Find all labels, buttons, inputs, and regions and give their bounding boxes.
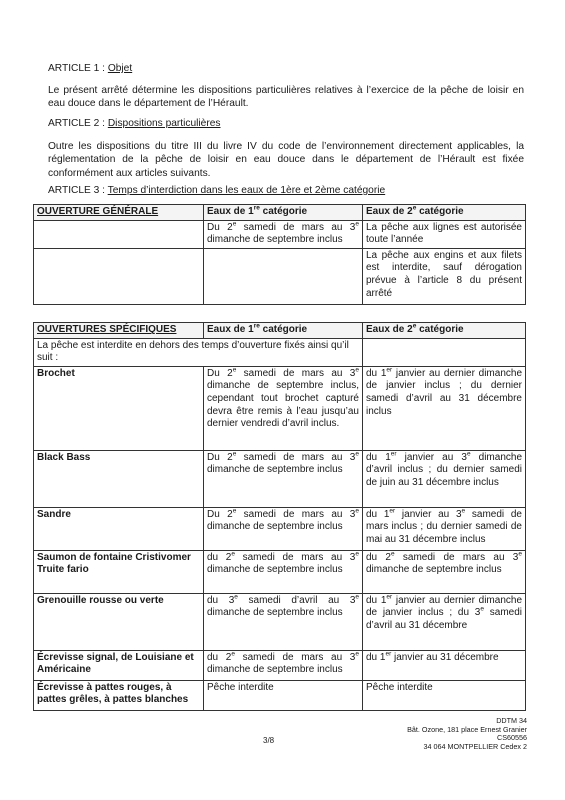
footer-address-line: DDTM 34 (496, 716, 527, 725)
category-2-cell: du 2e samedi de mars au 3e dimanche de septembre inclus (363, 550, 526, 593)
table-cell: La pêche aux lignes est autorisée toute l’année (363, 220, 526, 248)
header-category-2: Eaux de 2e catégorie (363, 323, 526, 339)
table-row (34, 450, 526, 507)
category-2-cell: du 1er janvier au dernier dimanche de janvier inclus ; du 3e samedi d’avril au 31 décembre (363, 593, 526, 650)
table-row (34, 248, 526, 304)
table-intro: La pêche est interdite en dehors des temps d’ouverture fixés ainsi qu’il suit : (34, 338, 363, 366)
article-1-title: Objet (107, 63, 133, 74)
footer-address-line: Bât. Ozone, 181 place Ernest Granier (407, 724, 527, 734)
category-1-cell: du 3e samedi d’avril au 3e dimanche de septembre inclus (204, 593, 363, 650)
table-row (34, 366, 526, 450)
category-2-cell: du 1er janvier au 3e dimanche d’avril inclus ; du dernier samedi de juin au 31 décembre inclus (363, 450, 526, 507)
table-cell: La pêche aux engins et aux filets est interdite, sauf dérogation prévue à l’article 8 du présent arrêté (363, 248, 526, 304)
general-opening-table (33, 204, 526, 305)
table-header-row (34, 323, 526, 339)
footer-address-line: 34 064 MONTPELLIER Cedex 2 (423, 741, 527, 751)
table-header-row (34, 205, 526, 221)
table-row (34, 650, 526, 680)
category-2-cell: du 1er janvier au dernier dimanche de janvier inclus ; du dernier samedi d’avril au 31 décembre inclus (363, 366, 526, 450)
header-category-1: Eaux de 1re catégorie (204, 323, 363, 339)
species-cell: Grenouille rousse ou verte (34, 593, 204, 650)
article-3-heading: ARTICLE 3 : Temps d’interdiction dans les eaux de 1ère et 2ème catégorie (48, 185, 386, 196)
category-1-cell: Du 2e samedi de mars au 3e dimanche de septembre inclus (204, 450, 363, 507)
table-row (34, 550, 526, 593)
table-cell (363, 338, 526, 366)
category-2-cell: du 1er janvier au 3e samedi de mars inclus ; du dernier samedi de mai au 31 décembre inclus (363, 507, 526, 550)
table-row (34, 680, 526, 710)
table-row (34, 220, 526, 248)
category-1-cell: Pêche interdite (204, 680, 363, 710)
category-2-cell: du 1er janvier au 31 décembre (363, 650, 526, 680)
species-cell: Sandre (34, 507, 204, 550)
category-1-cell: Du 2e samedi de mars au 3e dimanche de septembre inclus, cependant tout brochet capturé devra être remis à l’eau jusqu’au dernier vendredi d’avril inclus. (204, 366, 363, 450)
table-cell (34, 220, 204, 248)
species-cell: Saumon de fontaine Cristivomer Truite fario (34, 550, 204, 593)
species-cell: Écrevisse signal, de Louisiane et Américaine (34, 650, 204, 680)
footer-address (407, 717, 527, 751)
article-1-text: Le présent arrêté détermine les dispositions particulières relatives à l’exercice de la pêche de loisir en eau douce dans le département de l’Hérault. (48, 85, 524, 110)
article-2-title: Dispositions particulières (107, 118, 221, 129)
category-1-cell: du 2e samedi de mars au 3e dimanche de septembre inclus (204, 550, 363, 593)
article-2-text: Outre les dispositions du titre III du livre IV du code de l’environnement directement applicables, la réglementation de la pêche de loisir en eau douce dans le département de l’Hérault est fixée conformément aux articles suivants. (48, 141, 524, 179)
specific-openings-table (33, 322, 526, 711)
table-cell (34, 248, 204, 304)
header-specific-openings: OUVERTURES SPÉCIFIQUES (34, 323, 204, 339)
header-category-1: Eaux de 1re catégorie (204, 205, 363, 221)
species-cell: Black Bass (34, 450, 204, 507)
table-row (34, 593, 526, 650)
page-number: 3/8 (263, 736, 275, 745)
article-2-heading: ARTICLE 2 : Dispositions particulières (48, 118, 221, 129)
table-intro-row (34, 338, 526, 366)
article-1-heading: ARTICLE 1 : Objet (48, 63, 133, 74)
table-cell: Du 2e samedi de mars au 3e dimanche de septembre inclus (204, 220, 363, 248)
category-2-cell: Pêche interdite (363, 680, 526, 710)
species-cell: Brochet (34, 366, 204, 450)
category-1-cell: du 2e samedi de mars au 3e dimanche de septembre inclus (204, 650, 363, 680)
footer-address-line: CS60556 (497, 733, 527, 743)
table-row (34, 507, 526, 550)
table-cell (204, 248, 363, 304)
header-category-2: Eaux de 2e catégorie (363, 205, 526, 221)
category-1-cell: Du 2e samedi de mars au 3e dimanche de septembre inclus (204, 507, 363, 550)
header-general-opening: OUVERTURE GÉNÉRALE (34, 205, 204, 221)
article-3-title: Temps d’interdiction dans les eaux de 1ère et 2ème catégorie (107, 185, 386, 196)
species-cell: Écrevisse à pattes rouges, à pattes grêles, à pattes blanches (34, 680, 204, 710)
